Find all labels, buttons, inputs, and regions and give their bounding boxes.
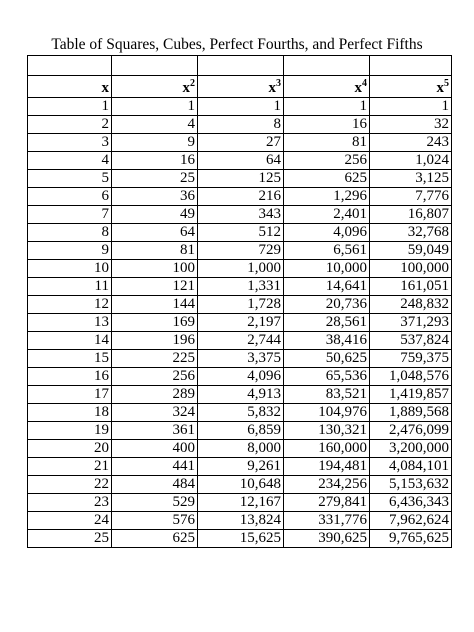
x-cell: 4	[28, 152, 112, 170]
table-row	[28, 350, 452, 368]
x-cell: 1	[28, 98, 112, 116]
x-cell: 5	[28, 170, 112, 188]
table-row	[28, 242, 452, 260]
x-cubed-cell: 2,744	[198, 332, 284, 350]
x-fifth-cell: 9,765,625	[370, 530, 452, 548]
x-fourth-cell: 14,641	[284, 278, 370, 296]
table-row	[28, 512, 452, 530]
x-cubed-cell: 729	[198, 242, 284, 260]
x-squared-cell: 400	[112, 440, 198, 458]
x-cell: 15	[28, 350, 112, 368]
x-fifth-cell: 161,051	[370, 278, 452, 296]
x-squared-cell: 9	[112, 134, 198, 152]
x-fifth-cell: 537,824	[370, 332, 452, 350]
x-cell: 23	[28, 494, 112, 512]
blank-cell	[198, 56, 284, 76]
x-fourth-cell: 234,256	[284, 476, 370, 494]
x-fifth-cell: 3,200,000	[370, 440, 452, 458]
x-squared-cell: 529	[112, 494, 198, 512]
x-fourth-cell: 194,481	[284, 458, 370, 476]
x-fifth-cell: 1,889,568	[370, 404, 452, 422]
x-fourth-cell: 20,736	[284, 296, 370, 314]
x-squared-cell: 1	[112, 98, 198, 116]
x-fourth-cell: 6,561	[284, 242, 370, 260]
x-fifth-cell: 3,125	[370, 170, 452, 188]
x-fourth-cell: 81	[284, 134, 370, 152]
table-row	[28, 206, 452, 224]
x-fifth-cell: 59,049	[370, 242, 452, 260]
x-cubed-cell: 64	[198, 152, 284, 170]
x-cubed-cell: 15,625	[198, 530, 284, 548]
x-fifth-cell: 7,962,624	[370, 512, 452, 530]
x-fifth-cell: 16,807	[370, 206, 452, 224]
header-x2-exponent: 2	[190, 78, 195, 89]
x-cell: 24	[28, 512, 112, 530]
x-cell: 22	[28, 476, 112, 494]
x-cubed-cell: 1,728	[198, 296, 284, 314]
x-fourth-cell: 130,321	[284, 422, 370, 440]
x-cubed-cell: 125	[198, 170, 284, 188]
x-squared-cell: 196	[112, 332, 198, 350]
x-cell: 11	[28, 278, 112, 296]
header-x	[28, 76, 112, 98]
x-cell: 9	[28, 242, 112, 260]
header-x5-exponent: 5	[444, 78, 449, 89]
x-fourth-cell: 4,096	[284, 224, 370, 242]
x-squared-cell: 4	[112, 116, 198, 134]
x-fifth-cell: 759,375	[370, 350, 452, 368]
table-row	[28, 422, 452, 440]
blank-cell	[284, 56, 370, 76]
x-fifth-cell: 243	[370, 134, 452, 152]
x-squared-cell: 100	[112, 260, 198, 278]
x-cell: 6	[28, 188, 112, 206]
table-row	[28, 332, 452, 350]
x-cell: 3	[28, 134, 112, 152]
x-squared-cell: 64	[112, 224, 198, 242]
x-cell: 8	[28, 224, 112, 242]
x-fifth-cell: 371,293	[370, 314, 452, 332]
x-squared-cell: 16	[112, 152, 198, 170]
x-fourth-cell: 83,521	[284, 386, 370, 404]
x-fifth-cell: 6,436,343	[370, 494, 452, 512]
table-row	[28, 476, 452, 494]
x-cubed-cell: 216	[198, 188, 284, 206]
x-squared-cell: 36	[112, 188, 198, 206]
header-row	[28, 76, 452, 98]
header-x3-exponent: 3	[276, 78, 281, 89]
blank-row	[28, 56, 452, 76]
x-fourth-cell: 625	[284, 170, 370, 188]
x-cell: 18	[28, 404, 112, 422]
table-row	[28, 188, 452, 206]
x-cubed-cell: 10,648	[198, 476, 284, 494]
x-fourth-cell: 256	[284, 152, 370, 170]
x-cubed-cell: 4,913	[198, 386, 284, 404]
x-fourth-cell: 1,296	[284, 188, 370, 206]
table-row	[28, 170, 452, 188]
blank-cell	[112, 56, 198, 76]
x-cell: 14	[28, 332, 112, 350]
x-cell: 13	[28, 314, 112, 332]
header-x-fifth	[370, 76, 452, 98]
x-fifth-cell: 5,153,632	[370, 476, 452, 494]
table-row	[28, 458, 452, 476]
x-fourth-cell: 160,000	[284, 440, 370, 458]
x-fifth-cell: 32	[370, 116, 452, 134]
x-fourth-cell: 16	[284, 116, 370, 134]
x-cubed-cell: 512	[198, 224, 284, 242]
blank-cell	[370, 56, 452, 76]
header-x-fourth	[284, 76, 370, 98]
x-cell: 17	[28, 386, 112, 404]
x-squared-cell: 625	[112, 530, 198, 548]
x-cubed-cell: 2,197	[198, 314, 284, 332]
x-squared-cell: 441	[112, 458, 198, 476]
blank-cell	[28, 56, 112, 76]
table-row	[28, 98, 452, 116]
x-fifth-cell: 32,768	[370, 224, 452, 242]
table-row	[28, 368, 452, 386]
x-cubed-cell: 27	[198, 134, 284, 152]
x-cell: 16	[28, 368, 112, 386]
x-fourth-cell: 104,976	[284, 404, 370, 422]
table-row	[28, 404, 452, 422]
x-cell: 25	[28, 530, 112, 548]
x-fifth-cell: 1	[370, 98, 452, 116]
table-title: Table of Squares, Cubes, Perfect Fourths, and Perfect Fifths	[51, 36, 423, 53]
x-fourth-cell: 50,625	[284, 350, 370, 368]
x-squared-cell: 324	[112, 404, 198, 422]
header-x5-base: x	[436, 80, 444, 96]
table-row	[28, 116, 452, 134]
x-fourth-cell: 65,536	[284, 368, 370, 386]
x-cubed-cell: 4,096	[198, 368, 284, 386]
table-row	[28, 386, 452, 404]
table-row	[28, 278, 452, 296]
x-fifth-cell: 7,776	[370, 188, 452, 206]
x-fourth-cell: 1	[284, 98, 370, 116]
table-row	[28, 494, 452, 512]
header-x3-base: x	[268, 80, 276, 96]
x-cubed-cell: 8,000	[198, 440, 284, 458]
powers-table	[27, 55, 452, 548]
x-squared-cell: 49	[112, 206, 198, 224]
x-cell: 7	[28, 206, 112, 224]
x-cell: 19	[28, 422, 112, 440]
table-row	[28, 224, 452, 242]
x-fourth-cell: 38,416	[284, 332, 370, 350]
x-squared-cell: 225	[112, 350, 198, 368]
x-cell: 20	[28, 440, 112, 458]
x-cell: 12	[28, 296, 112, 314]
header-x-cubed	[198, 76, 284, 98]
x-fifth-cell: 4,084,101	[370, 458, 452, 476]
x-squared-cell: 256	[112, 368, 198, 386]
table-row	[28, 314, 452, 332]
x-fifth-cell: 248,832	[370, 296, 452, 314]
table-row	[28, 260, 452, 278]
x-fourth-cell: 28,561	[284, 314, 370, 332]
table-row	[28, 152, 452, 170]
x-cubed-cell: 1,000	[198, 260, 284, 278]
x-squared-cell: 81	[112, 242, 198, 260]
x-fourth-cell: 2,401	[284, 206, 370, 224]
x-cubed-cell: 3,375	[198, 350, 284, 368]
x-squared-cell: 289	[112, 386, 198, 404]
x-cubed-cell: 9,261	[198, 458, 284, 476]
x-fifth-cell: 1,024	[370, 152, 452, 170]
x-cell: 21	[28, 458, 112, 476]
x-fifth-cell: 1,419,857	[370, 386, 452, 404]
x-squared-cell: 25	[112, 170, 198, 188]
x-fourth-cell: 10,000	[284, 260, 370, 278]
header-x4-exponent: 4	[362, 78, 367, 89]
table-row	[28, 134, 452, 152]
x-squared-cell: 169	[112, 314, 198, 332]
x-cubed-cell: 13,824	[198, 512, 284, 530]
table-row	[28, 296, 452, 314]
x-cubed-cell: 5,832	[198, 404, 284, 422]
x-cubed-cell: 6,859	[198, 422, 284, 440]
x-cubed-cell: 1,331	[198, 278, 284, 296]
x-fifth-cell: 1,048,576	[370, 368, 452, 386]
powers-table-body	[28, 56, 452, 548]
header-x4-base: x	[354, 80, 362, 96]
x-squared-cell: 361	[112, 422, 198, 440]
x-squared-cell: 144	[112, 296, 198, 314]
x-fifth-cell: 100,000	[370, 260, 452, 278]
x-fourth-cell: 331,776	[284, 512, 370, 530]
x-cubed-cell: 12,167	[198, 494, 284, 512]
table-row	[28, 440, 452, 458]
header-x2-base: x	[182, 80, 190, 96]
x-cubed-cell: 343	[198, 206, 284, 224]
x-squared-cell: 121	[112, 278, 198, 296]
table-row	[28, 530, 452, 548]
x-cubed-cell: 8	[198, 116, 284, 134]
x-cell: 2	[28, 116, 112, 134]
x-squared-cell: 576	[112, 512, 198, 530]
x-fourth-cell: 390,625	[284, 530, 370, 548]
x-fifth-cell: 2,476,099	[370, 422, 452, 440]
x-squared-cell: 484	[112, 476, 198, 494]
x-fourth-cell: 279,841	[284, 494, 370, 512]
x-cubed-cell: 1	[198, 98, 284, 116]
header-x-base: x	[101, 80, 109, 96]
header-x-squared	[112, 76, 198, 98]
x-cell: 10	[28, 260, 112, 278]
